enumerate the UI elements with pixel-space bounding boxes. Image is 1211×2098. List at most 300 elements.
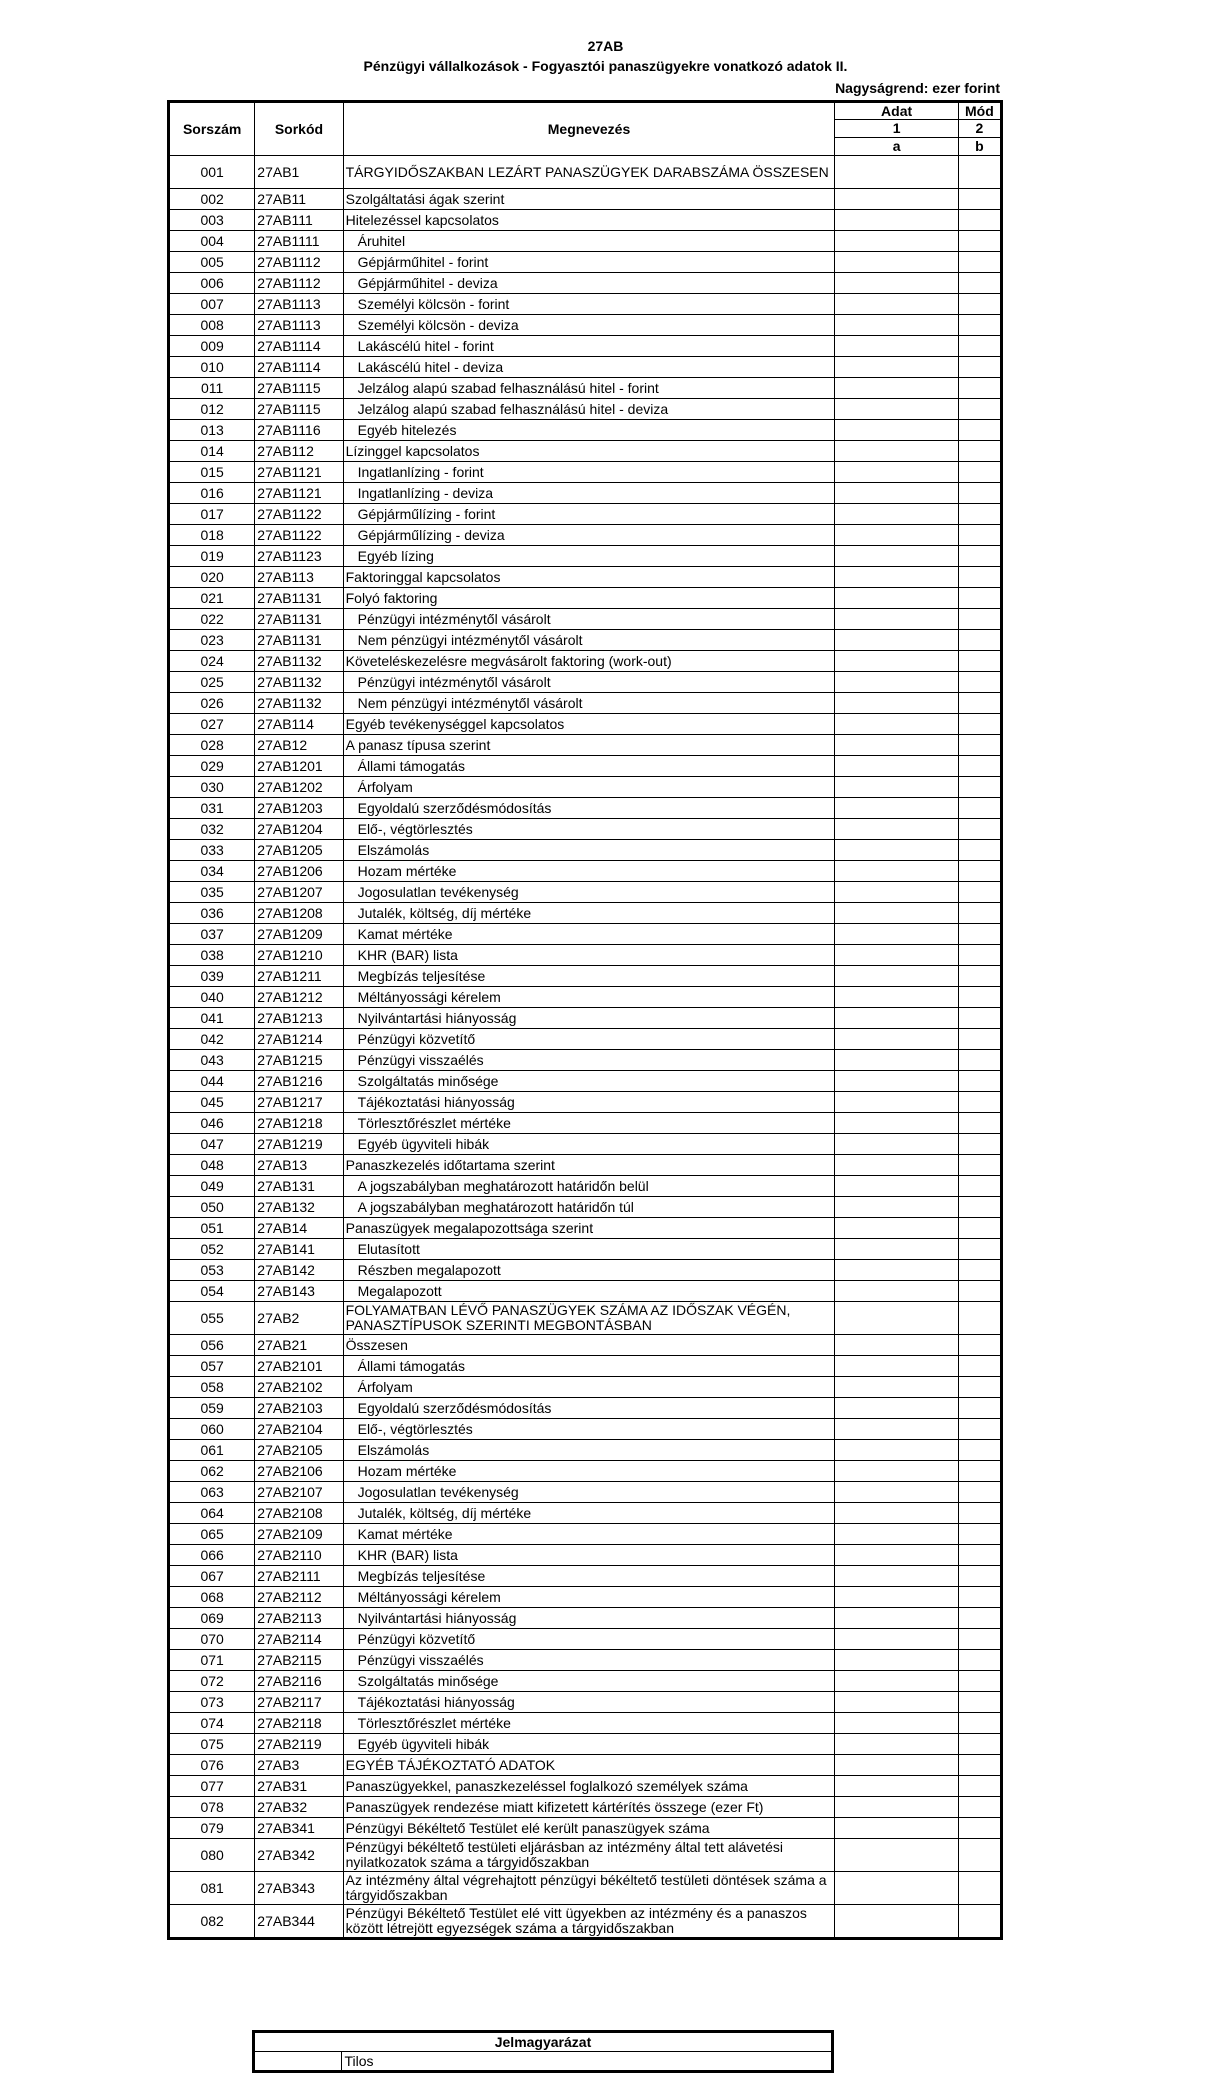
row-sorkod: 27AB1219 [255,1134,343,1155]
row-mod-cell[interactable] [958,1134,1001,1155]
table-row [169,735,1002,756]
row-mod-cell[interactable] [958,336,1001,357]
row-megnevezes: KHR (BAR) lista [343,945,835,966]
row-megnevezes: Elszámolás [343,1440,835,1461]
row-adat-cell[interactable] [835,588,958,609]
row-adat-cell[interactable] [835,156,958,189]
row-mod-cell[interactable] [958,924,1001,945]
table-row [169,156,1002,189]
table-row [169,399,1002,420]
row-mod-cell[interactable] [958,945,1001,966]
row-adat-cell[interactable] [835,1839,958,1872]
row-adat-cell[interactable] [835,798,958,819]
row-adat-cell[interactable] [835,1281,958,1302]
row-mod-cell[interactable] [958,1818,1001,1839]
row-megnevezes: Elő-, végtörlesztés [343,1419,835,1440]
row-mod-cell[interactable] [958,1671,1001,1692]
row-adat-cell[interactable] [835,525,958,546]
row-mod-cell[interactable] [958,1008,1001,1029]
row-adat-cell[interactable] [835,1176,958,1197]
row-sorszam: 040 [169,987,255,1008]
row-adat-cell[interactable] [835,399,958,420]
row-megnevezes: Árfolyam [343,1377,835,1398]
table-row [169,1176,1002,1197]
row-adat-cell[interactable] [835,756,958,777]
row-mod-cell[interactable] [958,1629,1001,1650]
row-mod-cell[interactable] [958,1092,1001,1113]
row-mod-cell[interactable] [958,1419,1001,1440]
row-sorszam: 025 [169,672,255,693]
row-sorkod: 27AB141 [255,1239,343,1260]
table-row [169,1356,1002,1377]
row-adat-cell[interactable] [835,252,958,273]
row-sorkod: 27AB1214 [255,1029,343,1050]
row-sorszam: 063 [169,1482,255,1503]
row-megnevezes: Panaszkezelés időtartama szerint [343,1155,835,1176]
row-sorszam: 072 [169,1671,255,1692]
row-mod-cell[interactable] [958,651,1001,672]
table-row [169,987,1002,1008]
row-mod-cell[interactable] [958,1608,1001,1629]
row-sorkod: 27AB112 [255,441,343,462]
row-mod-cell[interactable] [958,525,1001,546]
row-megnevezes: Pénzügyi intézménytől vásárolt [343,609,835,630]
row-adat-cell[interactable] [835,546,958,567]
row-adat-cell[interactable] [835,462,958,483]
row-adat-cell[interactable] [835,315,958,336]
row-adat-cell[interactable] [835,714,958,735]
row-mod-cell[interactable] [958,420,1001,441]
row-sorkod: 27AB1205 [255,840,343,861]
row-mod-cell[interactable] [958,630,1001,651]
row-mod-cell[interactable] [958,1566,1001,1587]
row-sorkod: 27AB1206 [255,861,343,882]
row-adat-cell[interactable] [835,1398,958,1419]
row-adat-cell[interactable] [835,273,958,294]
row-adat-cell[interactable] [835,1113,958,1134]
row-adat-cell[interactable] [835,1356,958,1377]
row-adat-cell[interactable] [835,1818,958,1839]
row-sorkod: 27AB2115 [255,1650,343,1671]
row-mod-cell[interactable] [958,1503,1001,1524]
row-mod-cell[interactable] [958,1155,1001,1176]
row-sorszam: 058 [169,1377,255,1398]
header-sorkod: Sorkód [255,102,343,156]
row-adat-cell[interactable] [835,1029,958,1050]
row-sorkod: 27AB1217 [255,1092,343,1113]
row-adat-cell[interactable] [835,1050,958,1071]
row-megnevezes: Méltányossági kérelem [343,987,835,1008]
row-sorszam: 006 [169,273,255,294]
row-sorkod: 27AB1203 [255,798,343,819]
row-sorkod: 27AB1204 [255,819,343,840]
row-sorkod: 27AB2108 [255,1503,343,1524]
row-adat-cell[interactable] [835,1566,958,1587]
row-mod-cell[interactable] [958,1872,1001,1905]
row-adat-cell[interactable] [835,882,958,903]
row-mod-cell[interactable] [958,1650,1001,1671]
row-sorkod: 27AB2109 [255,1524,343,1545]
row-adat-cell[interactable] [835,672,958,693]
row-mod-cell[interactable] [958,231,1001,252]
row-mod-cell[interactable] [958,294,1001,315]
row-adat-cell[interactable] [835,1335,958,1356]
row-sorkod: 27AB1215 [255,1050,343,1071]
row-mod-cell[interactable] [958,315,1001,336]
row-adat-cell[interactable] [835,1218,958,1239]
row-adat-cell[interactable] [835,1905,958,1939]
row-mod-cell[interactable] [958,1029,1001,1050]
row-sorkod: 27AB1131 [255,588,343,609]
table-row [169,1461,1002,1482]
row-sorszam: 014 [169,441,255,462]
row-adat-cell[interactable] [835,1503,958,1524]
table-row [169,1260,1002,1281]
row-sorkod: 27AB1121 [255,483,343,504]
row-megnevezes: Panaszügyekkel, panaszkezeléssel foglalkozó személyek száma [343,1776,835,1797]
table-row [169,1281,1002,1302]
row-megnevezes: Elszámolás [343,840,835,861]
row-adat-cell[interactable] [835,924,958,945]
row-sorszam: 076 [169,1755,255,1776]
row-adat-cell[interactable] [835,987,958,1008]
row-mod-cell[interactable] [958,1113,1001,1134]
row-mod-cell[interactable] [958,1071,1001,1092]
row-mod-cell[interactable] [958,714,1001,735]
row-mod-cell[interactable] [958,273,1001,294]
row-sorkod: 27AB1211 [255,966,343,987]
table-row [169,903,1002,924]
table-row [169,1419,1002,1440]
row-megnevezes: Kamat mértéke [343,1524,835,1545]
row-sorkod: 27AB2118 [255,1713,343,1734]
row-adat-cell[interactable] [835,294,958,315]
row-mod-cell[interactable] [958,693,1001,714]
row-megnevezes: Összesen [343,1335,835,1356]
row-mod-cell[interactable] [958,483,1001,504]
row-adat-cell[interactable] [835,1155,958,1176]
row-megnevezes: Lakáscélú hitel - forint [343,336,835,357]
row-mod-cell[interactable] [958,1176,1001,1197]
row-adat-cell[interactable] [835,1545,958,1566]
table-row [169,1239,1002,1260]
row-mod-cell[interactable] [958,1587,1001,1608]
row-megnevezes: KHR (BAR) lista [343,1545,835,1566]
row-sorkod: 27AB2119 [255,1734,343,1755]
row-sorkod: 27AB2111 [255,1566,343,1587]
row-sorszam: 066 [169,1545,255,1566]
row-sorkod: 27AB32 [255,1797,343,1818]
row-sorkod: 27AB12 [255,735,343,756]
row-mod-cell[interactable] [958,777,1001,798]
row-mod-cell[interactable] [958,798,1001,819]
row-adat-cell[interactable] [835,1650,958,1671]
row-mod-cell[interactable] [958,1302,1001,1335]
row-mod-cell[interactable] [958,861,1001,882]
row-sorszam: 050 [169,1197,255,1218]
row-mod-cell[interactable] [958,1335,1001,1356]
row-sorszam: 053 [169,1260,255,1281]
table-row [169,924,1002,945]
row-adat-cell[interactable] [835,1071,958,1092]
row-mod-cell[interactable] [958,1356,1001,1377]
row-megnevezes: Lízinggel kapcsolatos [343,441,835,462]
row-adat-cell[interactable] [835,630,958,651]
row-sorkod: 27AB3 [255,1755,343,1776]
row-adat-cell[interactable] [835,1755,958,1776]
row-mod-cell[interactable] [958,672,1001,693]
row-mod-cell[interactable] [958,1260,1001,1281]
row-sorszam: 067 [169,1566,255,1587]
row-adat-cell[interactable] [835,651,958,672]
row-sorszam: 060 [169,1419,255,1440]
row-mod-cell[interactable] [958,1713,1001,1734]
row-mod-cell[interactable] [958,156,1001,189]
row-adat-cell[interactable] [835,1872,958,1905]
header-adat: Adat [835,102,958,120]
row-sorszam: 017 [169,504,255,525]
row-adat-cell[interactable] [835,1482,958,1503]
row-adat-cell[interactable] [835,1629,958,1650]
row-mod-cell[interactable] [958,1461,1001,1482]
row-adat-cell[interactable] [835,1671,958,1692]
row-sorkod: 27AB1131 [255,630,343,651]
row-adat-cell[interactable] [835,504,958,525]
row-sorkod: 27AB1132 [255,693,343,714]
row-adat-cell[interactable] [835,336,958,357]
row-mod-cell[interactable] [958,1239,1001,1260]
table-row [169,1776,1002,1797]
row-adat-cell[interactable] [835,1461,958,1482]
row-sorszam: 080 [169,1839,255,1872]
row-adat-cell[interactable] [835,189,958,210]
row-adat-cell[interactable] [835,1260,958,1281]
legend-title: Jelmagyarázat [254,2032,833,2052]
row-adat-cell[interactable] [835,441,958,462]
row-sorkod: 27AB1113 [255,315,343,336]
row-mod-cell[interactable] [958,987,1001,1008]
row-sorkod: 27AB132 [255,1197,343,1218]
row-mod-cell[interactable] [958,1197,1001,1218]
table-row [169,315,1002,336]
row-sorszam: 036 [169,903,255,924]
row-megnevezes: Folyó faktoring [343,588,835,609]
row-adat-cell[interactable] [835,1419,958,1440]
row-mod-cell[interactable] [958,1377,1001,1398]
row-adat-cell[interactable] [835,840,958,861]
row-sorszam: 059 [169,1398,255,1419]
row-mod-cell[interactable] [958,1692,1001,1713]
row-adat-cell[interactable] [835,819,958,840]
table-row [169,1734,1002,1755]
row-adat-cell[interactable] [835,609,958,630]
row-mod-cell[interactable] [958,1050,1001,1071]
row-adat-cell[interactable] [835,420,958,441]
row-adat-cell[interactable] [835,378,958,399]
row-mod-cell[interactable] [958,1281,1001,1302]
row-mod-cell[interactable] [958,735,1001,756]
row-adat-cell[interactable] [835,231,958,252]
row-adat-cell[interactable] [835,1734,958,1755]
row-megnevezes: Állami támogatás [343,1356,835,1377]
row-adat-cell[interactable] [835,1713,958,1734]
row-mod-cell[interactable] [958,1524,1001,1545]
row-sorkod: 27AB1121 [255,462,343,483]
row-sorkod: 27AB2117 [255,1692,343,1713]
row-mod-cell[interactable] [958,756,1001,777]
row-megnevezes: Megbízás teljesítése [343,966,835,987]
row-mod-cell[interactable] [958,1482,1001,1503]
row-megnevezes: Egyéb tevékenységgel kapcsolatos [343,714,835,735]
row-mod-cell[interactable] [958,1440,1001,1461]
row-mod-cell[interactable] [958,1545,1001,1566]
row-sorkod: 27AB2107 [255,1482,343,1503]
row-megnevezes: Jelzálog alapú szabad felhasználású hitel - deviza [343,399,835,420]
row-sorszam: 018 [169,525,255,546]
row-adat-cell[interactable] [835,1092,958,1113]
row-mod-cell[interactable] [958,462,1001,483]
row-sorkod: 27AB2110 [255,1545,343,1566]
row-mod-cell[interactable] [958,1734,1001,1755]
row-adat-cell[interactable] [835,1197,958,1218]
header-adat-num: 1 [835,120,958,138]
row-mod-cell[interactable] [958,903,1001,924]
row-megnevezes: Pénzügyi intézménytől vásárolt [343,672,835,693]
row-adat-cell[interactable] [835,210,958,231]
row-mod-cell[interactable] [958,840,1001,861]
row-mod-cell[interactable] [958,1755,1001,1776]
row-mod-cell[interactable] [958,441,1001,462]
row-adat-cell[interactable] [835,1302,958,1335]
row-adat-cell[interactable] [835,1797,958,1818]
row-mod-cell[interactable] [958,252,1001,273]
table-row [169,1134,1002,1155]
row-adat-cell[interactable] [835,966,958,987]
table-row [169,777,1002,798]
row-adat-cell[interactable] [835,945,958,966]
row-megnevezes: Jutalék, költség, díj mértéke [343,903,835,924]
row-mod-cell[interactable] [958,1776,1001,1797]
row-adat-cell[interactable] [835,483,958,504]
row-adat-cell[interactable] [835,693,958,714]
row-mod-cell[interactable] [958,378,1001,399]
row-megnevezes: Nyilvántartási hiányosság [343,1608,835,1629]
table-row [169,1608,1002,1629]
row-sorkod: 27AB113 [255,567,343,588]
row-sorkod: 27AB1132 [255,672,343,693]
row-adat-cell[interactable] [835,1440,958,1461]
row-mod-cell[interactable] [958,1905,1001,1939]
row-mod-cell[interactable] [958,1218,1001,1239]
row-sorszam: 029 [169,756,255,777]
row-mod-cell[interactable] [958,966,1001,987]
row-sorkod: 27AB1202 [255,777,343,798]
row-mod-cell[interactable] [958,210,1001,231]
row-adat-cell[interactable] [835,735,958,756]
row-adat-cell[interactable] [835,861,958,882]
row-megnevezes: Egyoldalú szerződésmódosítás [343,1398,835,1419]
row-mod-cell[interactable] [958,357,1001,378]
row-sorkod: 27AB2 [255,1302,343,1335]
row-sorszam: 065 [169,1524,255,1545]
row-sorszam: 077 [169,1776,255,1797]
row-megnevezes: Szolgáltatási ágak szerint [343,189,835,210]
row-mod-cell[interactable] [958,504,1001,525]
row-megnevezes: Személyi kölcsön - deviza [343,315,835,336]
row-sorszam: 047 [169,1134,255,1155]
row-adat-cell[interactable] [835,357,958,378]
row-adat-cell[interactable] [835,1587,958,1608]
row-sorkod: 27AB142 [255,1260,343,1281]
row-mod-cell[interactable] [958,567,1001,588]
data-table [167,100,1003,1940]
table-row [169,1839,1002,1872]
row-megnevezes: Szolgáltatás minősége [343,1071,835,1092]
row-sorkod: 27AB342 [255,1839,343,1872]
row-megnevezes: Törlesztőrészlet mértéke [343,1113,835,1134]
row-adat-cell[interactable] [835,1692,958,1713]
row-adat-cell[interactable] [835,1008,958,1029]
row-megnevezes: A panasz típusa szerint [343,735,835,756]
row-mod-cell[interactable] [958,546,1001,567]
row-mod-cell[interactable] [958,819,1001,840]
row-adat-cell[interactable] [835,1776,958,1797]
row-adat-cell[interactable] [835,1524,958,1545]
row-sorszam: 054 [169,1281,255,1302]
row-sorszam: 011 [169,378,255,399]
row-sorszam: 049 [169,1176,255,1197]
row-megnevezes: Kamat mértéke [343,924,835,945]
row-mod-cell[interactable] [958,1797,1001,1818]
row-adat-cell[interactable] [835,567,958,588]
row-adat-cell[interactable] [835,777,958,798]
row-megnevezes: Jogosulatlan tevékenység [343,1482,835,1503]
table-row [169,966,1002,987]
table-row [169,1218,1002,1239]
row-sorszam: 042 [169,1029,255,1050]
row-adat-cell[interactable] [835,903,958,924]
row-megnevezes: Lakáscélú hitel - deviza [343,357,835,378]
row-megnevezes: TÁRGYIDŐSZAKBAN LEZÁRT PANASZÜGYEK DARABSZÁMA ÖSSZESEN [343,156,835,189]
table-row [169,357,1002,378]
row-mod-cell[interactable] [958,882,1001,903]
header-sorszam: Sorszám [169,102,255,156]
row-sorkod: 27AB13 [255,1155,343,1176]
row-adat-cell[interactable] [835,1134,958,1155]
form-title: Pénzügyi vállalkozások - Fogyasztói panaszügyekre vonatkozó adatok II. [363,58,848,74]
row-megnevezes: Megbízás teljesítése [343,1566,835,1587]
row-sorkod: 27AB1112 [255,273,343,294]
row-adat-cell[interactable] [835,1239,958,1260]
row-sorszam: 028 [169,735,255,756]
row-mod-cell[interactable] [958,588,1001,609]
row-sorszam: 038 [169,945,255,966]
row-sorszam: 045 [169,1092,255,1113]
row-megnevezes: Nem pénzügyi intézménytől vásárolt [343,693,835,714]
row-mod-cell[interactable] [958,189,1001,210]
row-sorszam: 048 [169,1155,255,1176]
row-sorszam: 034 [169,861,255,882]
row-adat-cell[interactable] [835,1608,958,1629]
row-mod-cell[interactable] [958,399,1001,420]
row-sorszam: 002 [169,189,255,210]
row-adat-cell[interactable] [835,1377,958,1398]
row-sorszam: 009 [169,336,255,357]
row-mod-cell[interactable] [958,609,1001,630]
row-mod-cell[interactable] [958,1839,1001,1872]
table-row [169,1155,1002,1176]
row-mod-cell[interactable] [958,1398,1001,1419]
